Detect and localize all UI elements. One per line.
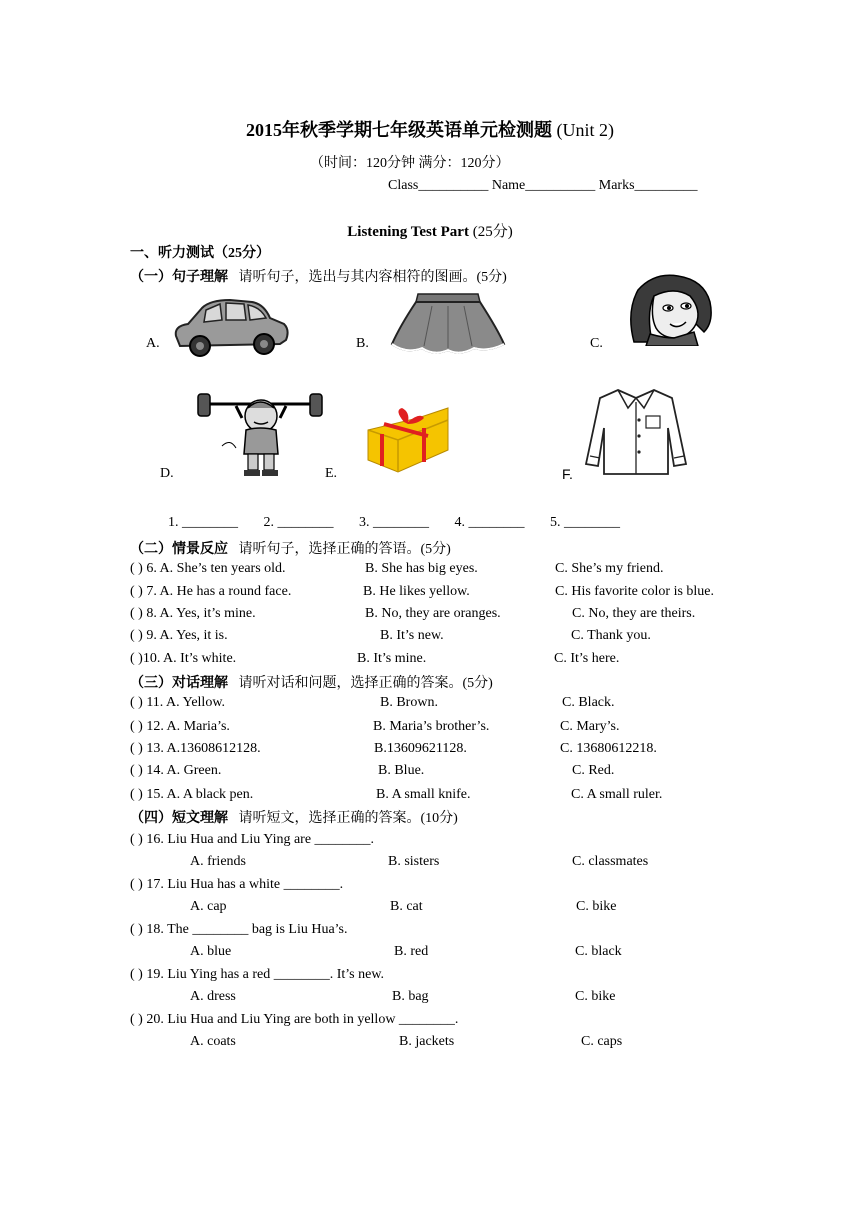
question-13-c: C. 13680612218. [560, 741, 657, 756]
question-18-c: C. black [575, 944, 622, 959]
question-19-b: B. bag [392, 989, 429, 1004]
question-11: ( ) 11. A. Yellow. [130, 695, 226, 710]
part1-heading: （一）句子理解 请听句子，选出与其内容相符的图画。(5分) [130, 270, 507, 285]
question-8: ( ) 8. A. Yes, it’s mine. [130, 606, 256, 621]
question-11-c: C. Black. [562, 695, 615, 710]
question-20-a: A. coats [190, 1034, 236, 1049]
question-18-b: B. red [394, 944, 429, 959]
question-15-b: B. A small knife. [376, 787, 471, 802]
question-17-c: C. bike [576, 899, 617, 914]
question-16-c: C. classmates [572, 854, 649, 869]
pic-label-e: E. [325, 466, 338, 481]
question-16: ( ) 16. Liu Hua and Liu Ying are ________. [130, 832, 375, 847]
blank-4[interactable]: 4. ________ [454, 515, 525, 530]
question-17-a: A. cap [190, 899, 227, 914]
pic-label-f: F. [562, 466, 573, 482]
question-10-b: B. It’s mine. [357, 651, 427, 666]
title-unit: (Unit 2) [556, 120, 614, 140]
question-18-a: A. blue [190, 944, 232, 959]
question-8-c: C. No, they are theirs. [572, 606, 696, 621]
blank-5[interactable]: 5. ________ [550, 515, 620, 530]
gift-box-icon [364, 400, 452, 480]
question-7: ( ) 7. A. He has a round face. [130, 584, 292, 599]
question-14: ( ) 14. A. Green. [130, 763, 222, 778]
question-7-b: B. He likes yellow. [363, 584, 470, 599]
answer-blanks [168, 515, 642, 531]
question-11-b: B. Brown. [380, 695, 438, 710]
question-12-b: B. Maria’s brother’s. [373, 719, 490, 734]
section-title: 一、听力测试（25分） [130, 246, 270, 261]
question-20: ( ) 20. Liu Hua and Liu Ying are both in yellow ________. [130, 1012, 459, 1027]
question-19-a: A. dress [190, 989, 236, 1004]
blank-2[interactable]: 2. ________ [263, 515, 334, 530]
question-9-b: B. It’s new. [380, 628, 444, 643]
question-19-c: C. bike [575, 989, 616, 1004]
girl-face-icon [624, 272, 718, 346]
listening-heading: Listening Test Part (25分) [347, 224, 513, 240]
part3-heading: （三）对话理解 请听对话和问题，选择正确的答案。(5分) [130, 676, 493, 691]
time-info: （时间：120分钟 满分：120分） [310, 156, 510, 171]
question-15: ( ) 15. A. A black pen. [130, 787, 254, 802]
pic-label-a: A. [146, 336, 160, 351]
part4-heading: （四）短文理解 请听短文，选择正确的答案。(10分) [130, 811, 458, 826]
question-17-b: B. cat [390, 899, 423, 914]
skirt-icon [388, 290, 508, 358]
blank-3[interactable]: 3. ________ [359, 515, 429, 530]
question-10: ( )10. A. It’s white. [130, 651, 237, 666]
question-13: ( ) 13. A.13608612128. [130, 741, 261, 756]
question-16-b: B. sisters [388, 854, 440, 869]
question-8-b: B. No, they are oranges. [365, 606, 501, 621]
title-main: 2015年秋季学期七年级英语单元检测题 [246, 120, 552, 140]
question-6-c: C. She’s my friend. [555, 561, 664, 576]
question-20-b: B. jackets [399, 1034, 455, 1049]
class-name-marks-line: Class__________ Name__________ Marks_________ [388, 178, 698, 193]
question-14-b: B. Blue. [378, 763, 425, 778]
question-16-a: A. friends [190, 854, 246, 869]
question-7-c: C. His favorite color is blue. [555, 584, 715, 599]
question-6-b: B. She has big eyes. [365, 561, 478, 576]
pic-label-b: B. [356, 336, 369, 351]
question-10-c: C. It’s here. [554, 651, 620, 666]
question-9-c: C. Thank you. [571, 628, 651, 643]
pic-label-c: C. [590, 336, 603, 351]
page-title [0, 116, 860, 142]
question-6: ( ) 6. A. She’s ten years old. [130, 561, 286, 576]
blank-1[interactable]: 1. ________ [168, 515, 238, 530]
question-14-c: C. Red. [572, 763, 615, 778]
question-12: ( ) 12. A. Maria’s. [130, 719, 230, 734]
shirt-icon [584, 386, 690, 478]
question-20-c: C. caps [581, 1034, 623, 1049]
weightlifter-icon [196, 386, 326, 478]
question-17: ( ) 17. Liu Hua has a white ________. [130, 877, 344, 892]
question-19: ( ) 19. Liu Ying has a red ________. It’s new. [130, 967, 385, 982]
question-18: ( ) 18. The ________ bag is Liu Hua’s. [130, 922, 348, 937]
part2-heading: （二）情景反应 请听句子，选择正确的答语。(5分) [130, 542, 451, 557]
question-13-b: B.13609621128. [374, 741, 467, 756]
question-9: ( ) 9. A. Yes, it is. [130, 628, 228, 643]
question-12-c: C. Mary’s. [560, 719, 620, 734]
pic-label-d: D. [160, 466, 174, 481]
car-icon [170, 296, 292, 362]
question-15-c: C. A small ruler. [571, 787, 663, 802]
